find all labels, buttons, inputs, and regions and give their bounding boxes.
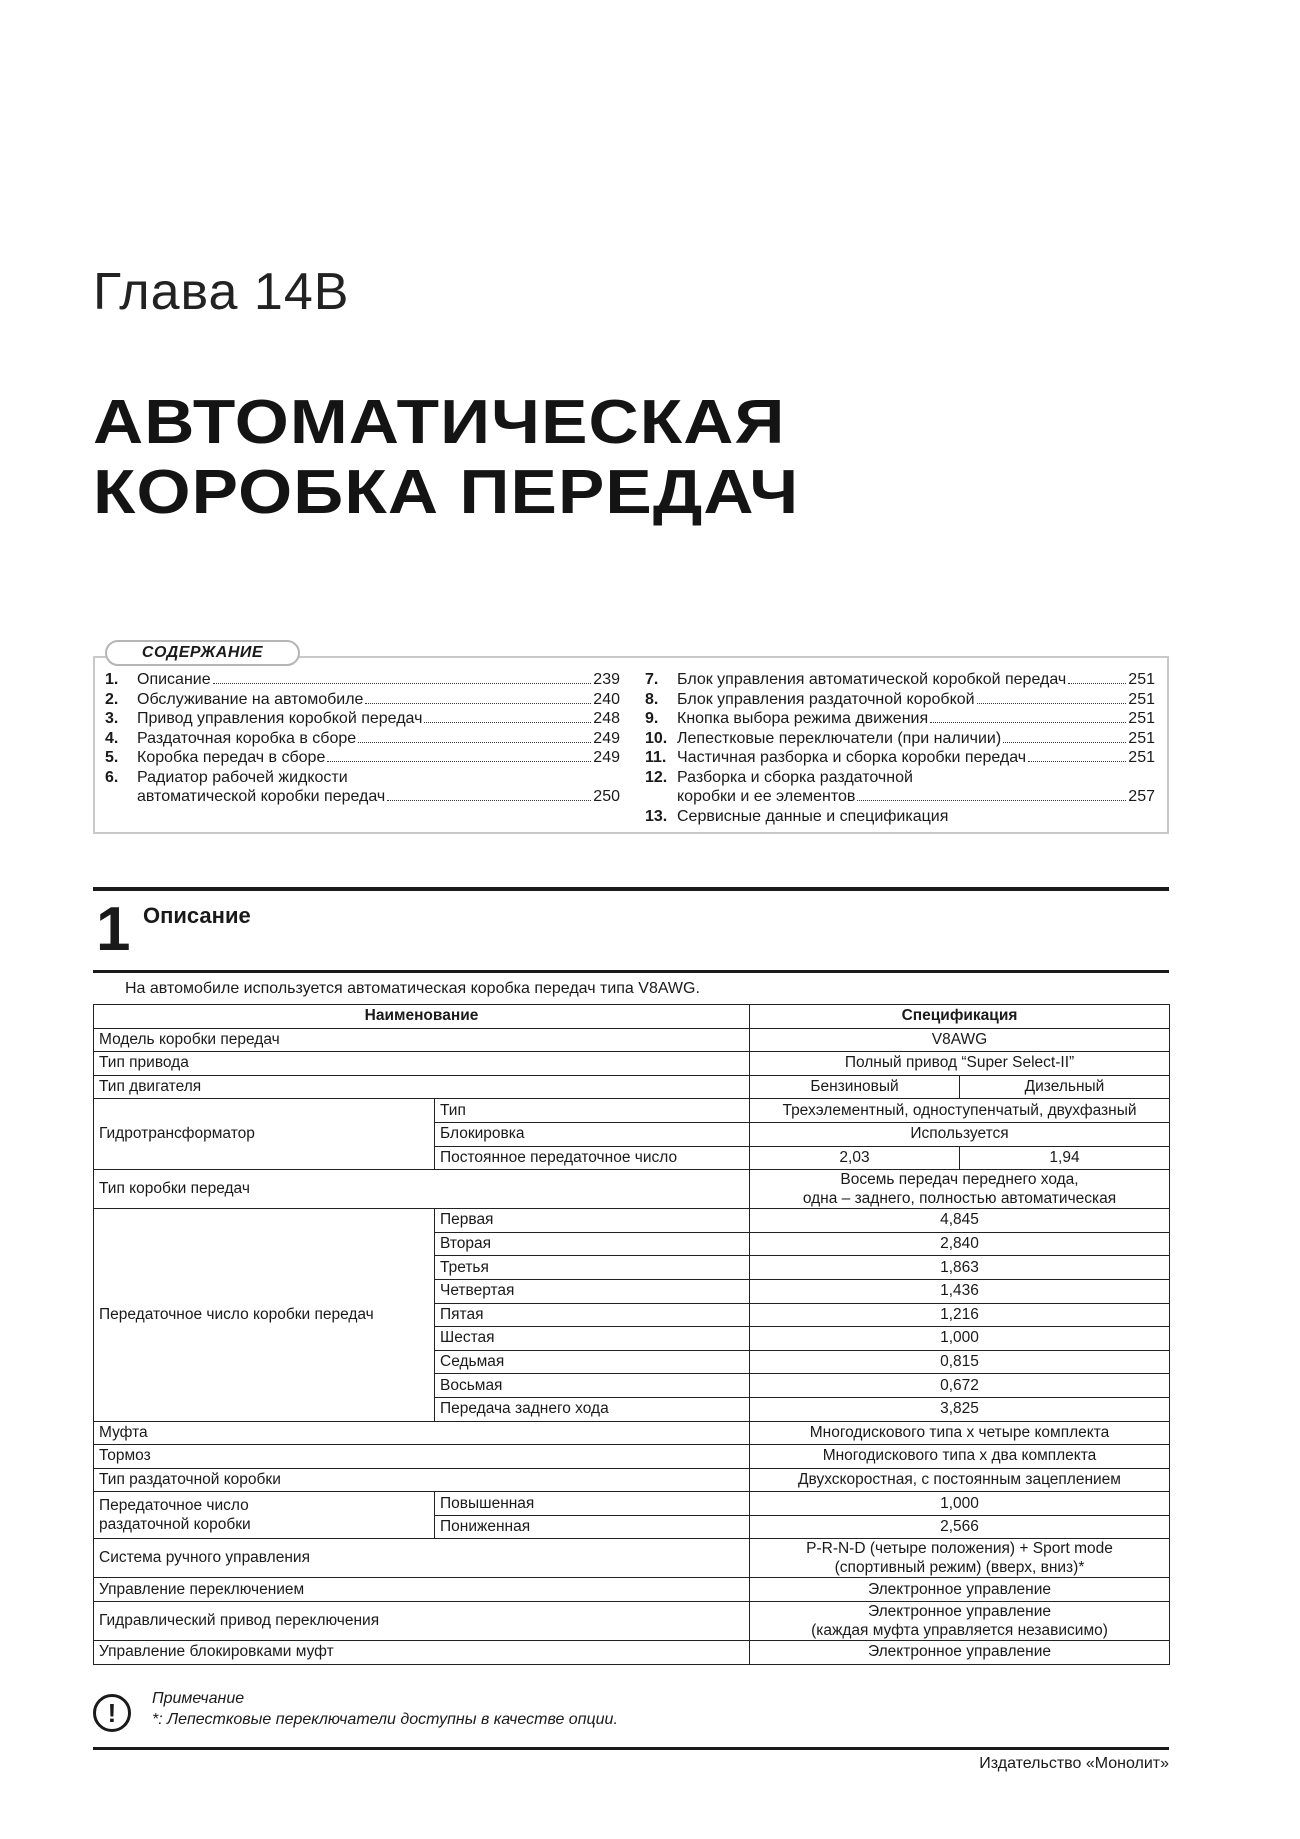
table-row bbox=[94, 1539, 1170, 1578]
toc-item-text: Радиатор рабочей жидкости bbox=[137, 768, 348, 786]
toc-item-text: Сервисные данные и спецификация bbox=[677, 807, 949, 825]
row-label: Муфта bbox=[94, 1421, 750, 1445]
gear-name: Первая bbox=[435, 1209, 750, 1233]
section-number: 1 bbox=[96, 895, 131, 964]
toc-item-line bbox=[137, 768, 620, 788]
row-label: Тормоз bbox=[94, 1445, 750, 1469]
toc-item-line bbox=[677, 807, 1155, 827]
gear-name: Четвертая bbox=[435, 1279, 750, 1303]
gear-name: Восьмая bbox=[435, 1374, 750, 1398]
toc-item bbox=[105, 690, 620, 710]
toc-item-page: 240 bbox=[593, 690, 620, 708]
toc-item-line bbox=[677, 690, 1155, 710]
row-value-line-1: Восемь передач переднего хода, bbox=[840, 1171, 1079, 1189]
note-text: *: Лепестковые переключатели доступны в качестве опции. bbox=[152, 1711, 618, 1728]
toc-item-body bbox=[137, 670, 620, 690]
table-row bbox=[94, 1492, 1170, 1516]
gear-ratio-value: 3,825 bbox=[750, 1397, 1170, 1421]
toc-item-body bbox=[137, 729, 620, 749]
toc-item-number: 5. bbox=[105, 749, 119, 766]
row-value-line-2: (спортивный режим) (вверх, вниз)* bbox=[834, 1559, 1085, 1577]
toc-item-number: 10. bbox=[645, 729, 668, 747]
gear-ratio-value: 1,000 bbox=[750, 1327, 1170, 1351]
toc-item-page: 251 bbox=[1128, 729, 1155, 747]
toc-item-text: Лепестковые переключатели (при наличии) bbox=[677, 729, 1002, 747]
toc-item-line bbox=[137, 729, 620, 749]
row-value-line-2: (каждая муфта управляется независимо) bbox=[811, 1622, 1108, 1640]
toc-item-line bbox=[677, 670, 1155, 690]
row-value: Многодискового типа х четыре комплекта bbox=[750, 1421, 1170, 1445]
toc-leader-dots bbox=[424, 722, 591, 723]
header-name: Наименование bbox=[94, 1005, 750, 1029]
row-value bbox=[750, 1539, 1170, 1578]
toc-item-body bbox=[677, 729, 1155, 749]
toc-item-body bbox=[677, 709, 1155, 729]
toc-item-page: 250 bbox=[593, 788, 620, 805]
row-sublabel: Блокировка bbox=[435, 1122, 750, 1146]
row-value-diesel: 1,94 bbox=[960, 1146, 1170, 1170]
toc-leader-dots bbox=[1068, 683, 1126, 684]
table-row bbox=[94, 1052, 1170, 1076]
toc-item-number: 12. bbox=[645, 768, 668, 786]
row-label: Система ручного управления bbox=[94, 1539, 750, 1578]
toc-item bbox=[105, 709, 620, 729]
table-header-row bbox=[94, 1005, 1170, 1029]
row-label: Тип привода bbox=[94, 1052, 750, 1076]
toc-leader-dots bbox=[1028, 761, 1126, 762]
table-row bbox=[94, 1075, 1170, 1099]
row-label-line-2: раздаточной коробки bbox=[99, 1516, 251, 1534]
toc-item-text: Кнопка выбора режима движения bbox=[677, 710, 929, 727]
toc-item-body bbox=[677, 768, 1155, 807]
publisher: Издательство «Монолит» bbox=[979, 1755, 1169, 1772]
table-row bbox=[94, 1468, 1170, 1492]
row-value: Полный привод “Super Select-II” bbox=[750, 1052, 1170, 1076]
toc-leader-dots bbox=[1003, 742, 1126, 743]
toc-item bbox=[645, 768, 1155, 807]
row-value-line-1: Электронное управление bbox=[867, 1603, 1052, 1621]
table-row bbox=[94, 1209, 1170, 1233]
toc-item-page: 249 bbox=[593, 729, 620, 747]
toc-item-body bbox=[677, 748, 1155, 768]
toc-item bbox=[105, 729, 620, 749]
row-label bbox=[94, 1492, 435, 1539]
row-value: V8AWG bbox=[750, 1028, 1170, 1052]
row-value: Трехэлементный, одноступенчатый, двухфазный bbox=[750, 1099, 1170, 1123]
table-row bbox=[94, 1421, 1170, 1445]
toc-item-page: 251 bbox=[1128, 710, 1155, 727]
chapter-label: Глава 14В bbox=[93, 263, 350, 321]
toc-item-page: 249 bbox=[593, 749, 620, 766]
gear-ratio-value: 4,845 bbox=[750, 1209, 1170, 1233]
toc-item-page: 257 bbox=[1128, 788, 1155, 805]
toc-item bbox=[645, 729, 1155, 749]
row-value-petrol: 2,03 bbox=[750, 1146, 960, 1170]
gear-name: Третья bbox=[435, 1256, 750, 1280]
toc-item-body bbox=[137, 709, 620, 729]
toc-item bbox=[645, 807, 1155, 827]
toc-item bbox=[105, 768, 620, 807]
row-sublabel: Пониженная bbox=[435, 1515, 750, 1539]
row-label: Гидравлический привод переключения bbox=[94, 1602, 750, 1641]
toc-item-line bbox=[137, 709, 620, 729]
table-row bbox=[94, 1445, 1170, 1469]
chapter-title-line-2: КОРОБКА ПЕРЕДАЧ bbox=[93, 458, 800, 527]
toc-item bbox=[645, 748, 1155, 768]
row-value: 1,000 bbox=[750, 1492, 1170, 1516]
toc-leader-dots bbox=[387, 800, 591, 801]
toc-item-number: 9. bbox=[645, 710, 659, 727]
toc-item-page: 248 bbox=[593, 710, 620, 727]
toc-item-number: 3. bbox=[105, 710, 119, 727]
toc-item bbox=[645, 709, 1155, 729]
row-label: Модель коробки передач bbox=[94, 1028, 750, 1052]
row-label-line-1: Передаточное число bbox=[99, 1497, 249, 1515]
toc-item bbox=[105, 748, 620, 768]
gear-ratio-value: 0,815 bbox=[750, 1350, 1170, 1374]
table-row bbox=[94, 1578, 1170, 1602]
gear-ratio-value: 1,863 bbox=[750, 1256, 1170, 1280]
row-label: Гидротрансформатор bbox=[94, 1099, 435, 1170]
row-label: Тип двигателя bbox=[94, 1075, 750, 1099]
table-row bbox=[94, 1602, 1170, 1641]
section-title: Описание bbox=[143, 903, 251, 928]
toc-item-line bbox=[137, 787, 620, 807]
toc-item-line bbox=[137, 690, 620, 710]
toc-item-page: 239 bbox=[593, 671, 620, 688]
toc-item-number: 2. bbox=[105, 690, 119, 708]
toc-leader-dots bbox=[977, 703, 1127, 704]
gear-ratio-value: 2,840 bbox=[750, 1232, 1170, 1256]
toc-item bbox=[645, 690, 1155, 710]
toc-item bbox=[645, 670, 1155, 690]
row-value: 2,566 bbox=[750, 1515, 1170, 1539]
gear-name: Седьмая bbox=[435, 1350, 750, 1374]
section-intro: На автомобиле используется автоматическая коробка передач типа V8AWG. bbox=[125, 980, 700, 997]
row-value-diesel: Дизельный bbox=[960, 1075, 1170, 1099]
row-value-line-1: P-R-N-D (четыре положения) + Sport mode bbox=[806, 1540, 1113, 1558]
toc-item-body bbox=[677, 670, 1155, 690]
toc-item-line bbox=[677, 709, 1155, 729]
toc-item-text: автоматической коробки передач bbox=[137, 788, 386, 805]
row-label: Тип коробки передач bbox=[94, 1170, 750, 1209]
table-row bbox=[94, 1028, 1170, 1052]
gear-name: Передача заднего хода bbox=[435, 1397, 750, 1421]
row-label: Передаточное число коробки передач bbox=[94, 1209, 435, 1421]
row-value: Двухскоростная, с постоянным зацеплением bbox=[750, 1468, 1170, 1492]
gear-ratio-value: 0,672 bbox=[750, 1374, 1170, 1398]
gear-name: Пятая bbox=[435, 1303, 750, 1327]
row-value: Используется bbox=[750, 1122, 1170, 1146]
spec-table bbox=[93, 1004, 1170, 1665]
toc-item-line bbox=[677, 768, 1155, 788]
toc-item-number: 8. bbox=[645, 690, 659, 708]
chapter-title-line-1: АВТОМАТИЧЕСКАЯ bbox=[93, 388, 786, 457]
toc-item-line bbox=[677, 787, 1155, 807]
toc-item-text: Блок управления раздаточной коробкой bbox=[677, 690, 975, 708]
table-row bbox=[94, 1641, 1170, 1665]
toc-item-number: 11. bbox=[645, 749, 667, 766]
section-rule-top bbox=[93, 887, 1169, 891]
toc-item-line bbox=[137, 748, 620, 768]
toc-item-text: Блок управления автоматической коробкой передач bbox=[677, 671, 1067, 688]
toc-item-line bbox=[137, 670, 620, 690]
row-value-petrol: Бензиновый bbox=[750, 1075, 960, 1099]
toc-column-left bbox=[105, 670, 620, 807]
toc-leader-dots bbox=[327, 761, 591, 762]
toc-leader-dots bbox=[213, 683, 592, 684]
gear-ratio-value: 1,216 bbox=[750, 1303, 1170, 1327]
toc-item bbox=[105, 670, 620, 690]
row-label: Управление переключением bbox=[94, 1578, 750, 1602]
toc-label: СОДЕРЖАНИЕ bbox=[105, 640, 300, 666]
row-value: Электронное управление bbox=[750, 1641, 1170, 1665]
toc-item-body bbox=[677, 807, 1155, 827]
toc-item-text: Описание bbox=[137, 671, 211, 688]
toc-item-body bbox=[137, 748, 620, 768]
table-row bbox=[94, 1099, 1170, 1123]
toc-item-line bbox=[677, 748, 1155, 768]
toc-column-right bbox=[645, 670, 1155, 826]
toc-item-number: 7. bbox=[645, 671, 659, 688]
toc-item-page: 251 bbox=[1128, 690, 1155, 708]
toc-item-text: Привод управления коробкой передач bbox=[137, 710, 423, 727]
chapter-title bbox=[93, 388, 799, 528]
row-label: Тип раздаточной коробки bbox=[94, 1468, 750, 1492]
toc-item-body bbox=[137, 768, 620, 807]
toc-item-text: Обслуживание на автомобиле bbox=[137, 690, 364, 708]
toc-item-text: Разборка и сборка раздаточной bbox=[677, 768, 913, 786]
footer-rule bbox=[93, 1747, 1169, 1750]
gear-ratio-rows bbox=[94, 1209, 1170, 1421]
section-rule-bottom bbox=[93, 970, 1169, 973]
header-spec: Спецификация bbox=[750, 1005, 1170, 1029]
toc-leader-dots bbox=[857, 800, 1126, 801]
note-title: Примечание bbox=[152, 1690, 245, 1707]
toc-item-body bbox=[677, 690, 1155, 710]
row-value bbox=[750, 1602, 1170, 1641]
toc-item-page: 251 bbox=[1128, 671, 1155, 688]
toc-item-text: коробки и ее элементов bbox=[677, 788, 856, 805]
toc-item-number: 1. bbox=[105, 671, 119, 688]
toc-item-page: 251 bbox=[1128, 749, 1155, 766]
gear-ratio-value: 1,436 bbox=[750, 1279, 1170, 1303]
gear-name: Шестая bbox=[435, 1327, 750, 1351]
toc-leader-dots bbox=[358, 742, 591, 743]
exclamation-icon: ! bbox=[93, 1694, 131, 1732]
row-value: Электронное управление bbox=[750, 1578, 1170, 1602]
toc-item-body bbox=[137, 690, 620, 710]
toc-item-text: Коробка передач в сборе bbox=[137, 749, 326, 766]
toc-item-number: 6. bbox=[105, 768, 119, 786]
gear-name: Вторая bbox=[435, 1232, 750, 1256]
toc-item-text: Частичная разборка и сборка коробки передач bbox=[677, 749, 1027, 766]
row-sublabel: Постоянное передаточное число bbox=[435, 1146, 750, 1170]
toc-item-number: 4. bbox=[105, 729, 119, 747]
toc-leader-dots bbox=[930, 722, 1126, 723]
toc-item-text: Раздаточная коробка в сборе bbox=[137, 729, 357, 747]
table-row bbox=[94, 1170, 1170, 1209]
row-sublabel: Тип bbox=[435, 1099, 750, 1123]
row-value: Многодискового типа х два комплекта bbox=[750, 1445, 1170, 1469]
row-value bbox=[750, 1170, 1170, 1209]
row-label: Управление блокировками муфт bbox=[94, 1641, 750, 1665]
toc-item-line bbox=[677, 729, 1155, 749]
toc-leader-dots bbox=[365, 703, 591, 704]
toc-item-number: 13. bbox=[645, 807, 668, 825]
row-sublabel: Повышенная bbox=[435, 1492, 750, 1516]
row-value-line-2: одна – заднего, полностью автоматическая bbox=[802, 1190, 1117, 1208]
